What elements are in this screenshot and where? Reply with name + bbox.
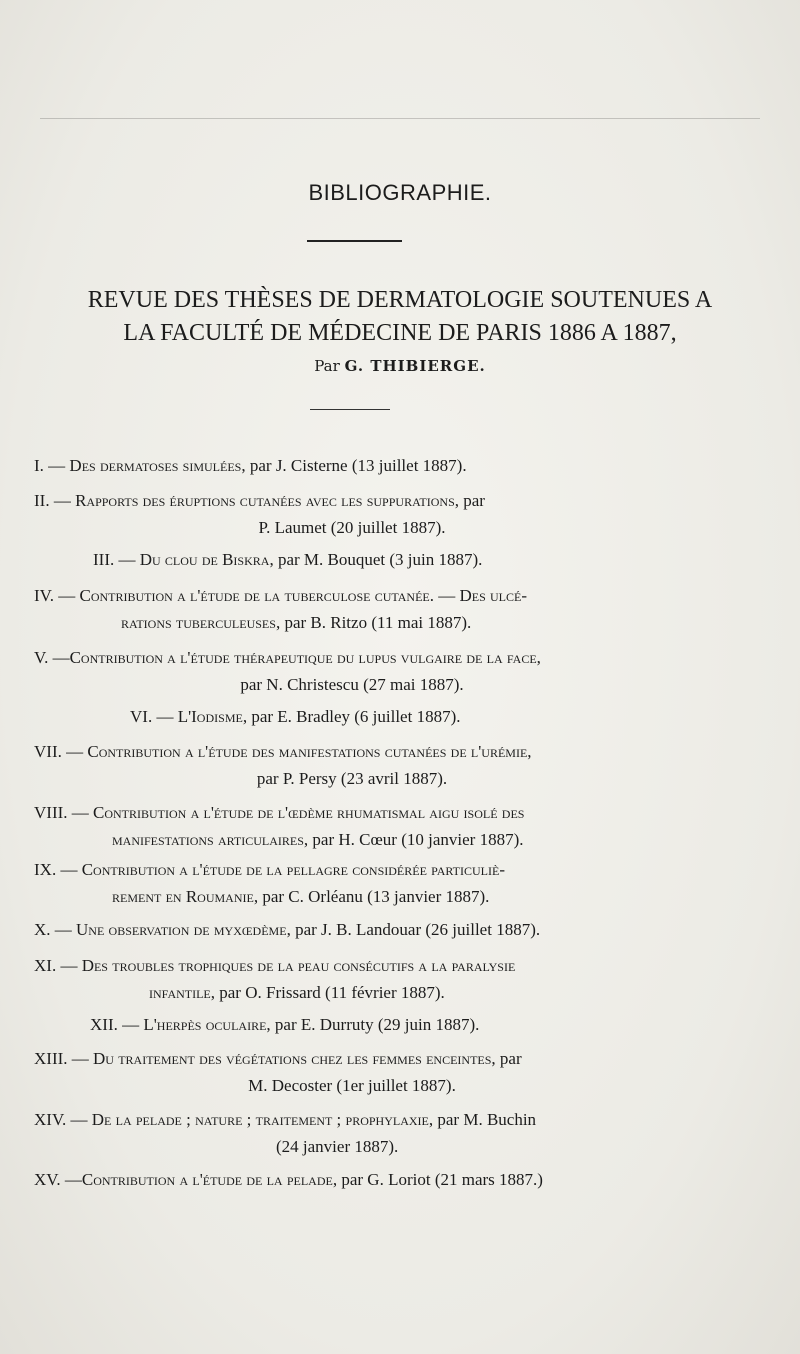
list-item: II. — Rapports des éruptions cutanées avec les suppurations, par P. Laumet (20 juillet 1887). xyxy=(34,491,485,537)
list-item: IX. — Contribution a l'étude de la pellagre considérée particuliè- rement en Roumanie, par C. Orléanu (13 janvier 1887). xyxy=(34,860,505,906)
show-through-rule xyxy=(40,118,760,119)
list-item: V. —Contribution a l'étude thérapeutique du lupus vulgaire de la face, par N. Christescu (27 mai 1887). xyxy=(34,648,541,694)
list-item: III. — Du clou de Biskra, par M. Bouquet (3 juin 1887). xyxy=(93,550,483,569)
page-title: BIBLIOGRAPHIE. xyxy=(308,180,492,205)
author-line: Par G. THIBIERGE. xyxy=(314,357,486,375)
list-item: XII. — L'herpès oculaire, par E. Durruty (29 juin 1887). xyxy=(90,1015,480,1034)
list-item: XIII. — Du traitement des végétations chez les femmes enceintes, par M. Decoster (1er juillet 1887). xyxy=(34,1049,522,1095)
list-item: XI. — Des troubles trophiques de la peau consécutifs a la paralysie infantile, par O. Frissard (11 février 1887). xyxy=(34,956,516,1002)
list-item: I. — Des dermatoses simulées, par J. Cisterne (13 juillet 1887). xyxy=(34,456,467,475)
list-item: X. — Une observation de myxœdème, par J. B. Landouar (26 juillet 1887). xyxy=(34,920,541,939)
list-item: XIV. — De la pelade ; nature ; traitement ; prophylaxie, par M. Buchin (24 janvier 1887). xyxy=(34,1110,537,1156)
main-heading: REVUE DES THÈSES DE DERMATOLOGIE SOUTENUES A LA FACULTÉ DE MÉDECINE DE PARIS 1886 A 1887, xyxy=(87,287,713,346)
list-item: VII. — Contribution a l'étude des manifestations cutanées de l'urémie, par P. Persy (23 avril 1887). xyxy=(34,742,532,788)
list-item: XV. —Contribution a l'étude de la pelade, par G. Loriot (21 mars 1887.) xyxy=(34,1170,543,1189)
title-divider xyxy=(307,240,402,242)
heading-divider xyxy=(310,409,390,410)
list-item: VIII. — Contribution a l'étude de l'œdème rhumatismal aigu isolé des manifestations articulaires, par H. Cœur (10 janvier 1887). xyxy=(34,803,525,849)
list-item: IV. — Contribution a l'étude de la tuberculose cutanée. — Des ulcé- rations tuberculeuses, par B. Ritzo (11 mai 1887). xyxy=(34,586,528,632)
list-item: VI. — L'Iodisme, par E. Bradley (6 juillet 1887). xyxy=(130,707,461,726)
